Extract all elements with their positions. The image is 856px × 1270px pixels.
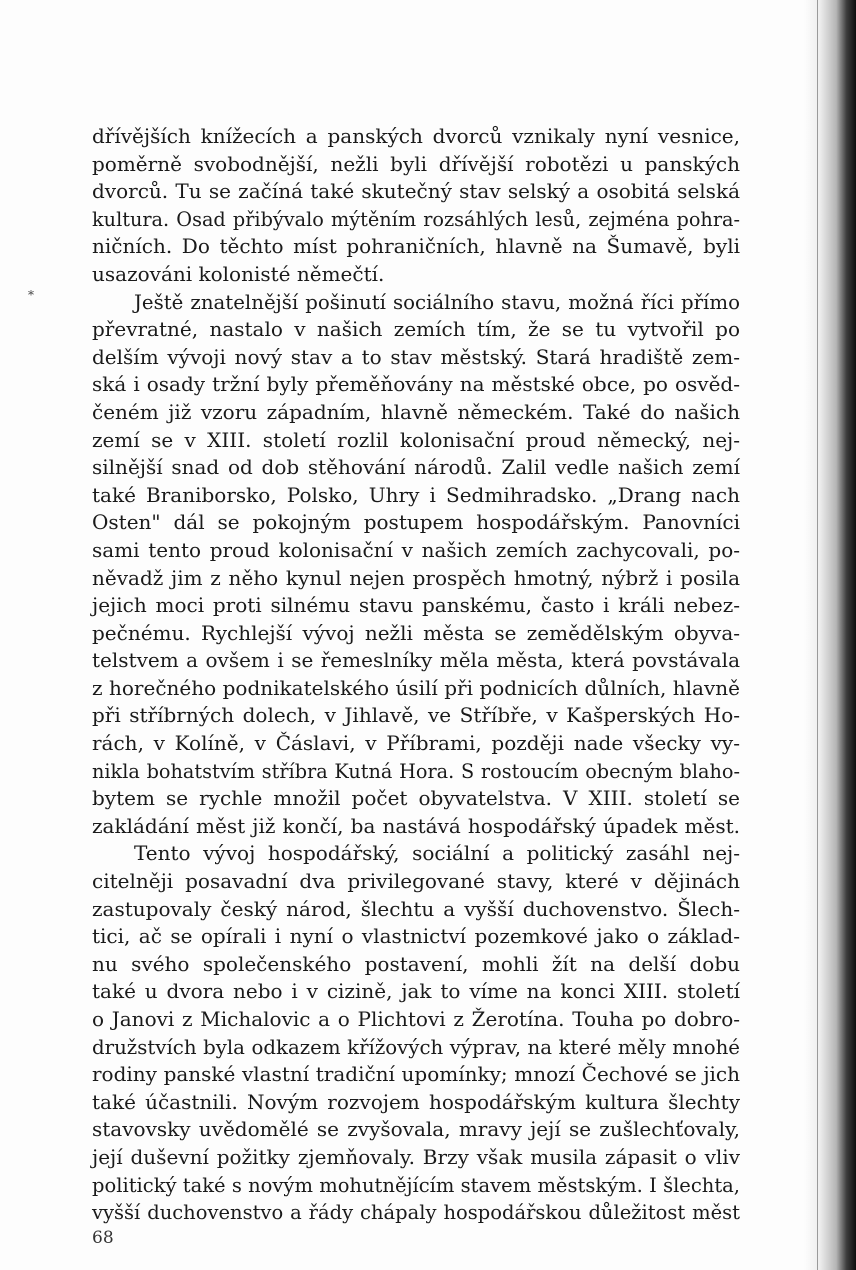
text-line: převratné, nastalo v našich zemích tím, že se tu vytvořil po: [92, 317, 740, 342]
text-line: také účastnili. Novým rozvojem hospodářským kultura šlechty: [92, 1089, 740, 1114]
margin-mark: *: [28, 288, 34, 302]
text-line: politický také s novým mohutnějícím stavem městským. I šlechta,: [92, 1173, 740, 1197]
text-line: kultura. Osad přibývalo mýtěním rozsáhlých lesů, zejména pohra-: [92, 207, 740, 231]
text-line: delším vývoji nový stav a to stav městský. Stará hradiště zem-: [92, 344, 740, 369]
text-line: vyšší duchovenstvo a řády chápaly hospodářskou důležitost měst: [92, 1201, 740, 1225]
text-line: dvorců. Tu se začíná také skutečný stav selský a osobitá selská: [92, 179, 740, 204]
text-line: z horečného podnikatelského úsilí při podnicích důlních, hlavně: [92, 675, 740, 700]
text-line: ská i osady tržní byly přeměňovány na městské obce, po osvěd-: [92, 372, 740, 397]
text-line: o Janovi z Michalovic a o Plichtovi z Žerotína. Touha po dobro-: [92, 1007, 740, 1031]
text-line: usazováni kolonisté němečtí.: [92, 261, 385, 286]
page-binding-shadow: [804, 0, 856, 1270]
text-line: družstvích byla odkazem křížových výprav, na které měly mnohé: [92, 1035, 740, 1059]
text-line: nu svého společenského postavení, mohli žít na delší dobu: [92, 951, 740, 976]
text-line: stavovsky uvědomělé se zvyšovala, mravy její se zušlechťovaly,: [92, 1117, 740, 1142]
text-line: při stříbrných dolech, v Jihlavě, ve Stříbře, v Kašperských Ho-: [92, 703, 740, 728]
paragraph-start-line: Ještě znatelnější pošinutí sociálního stavu, možná říci přímo: [134, 290, 740, 314]
text-line: její duševní požitky zjemňovaly. Brzy však musila zápasit o vliv: [92, 1144, 740, 1169]
text-line: pečnému. Rychlejší vývoj nežli města se zemědělským obyva-: [92, 620, 740, 645]
body-text: [92, 123, 740, 1227]
paragraph-start-line: Tento vývoj hospodářský, sociální a politický zasáhl nej-: [134, 841, 740, 866]
text-line: také u dvora nebo i v cizině, jak to víme na konci XIII. století: [92, 979, 740, 1004]
text-line: bytem se rychle množil počet obyvatelstva. V XIII. století se: [92, 786, 740, 811]
page-edge-line: [817, 0, 818, 1270]
text-line: zemí se v XIII. století rozlil kolonisační proud německý, nej-: [92, 427, 740, 452]
text-line: zakládání měst již končí, ba nastává hospodářský úpadek měst.: [92, 813, 740, 838]
text-line: ničních. Do těchto míst pohraničních, hlavně na Šumavě, byli: [92, 234, 740, 259]
text-line: tici, ač se opírali i nyní o vlastnictví pozemkové jako o základ-: [92, 924, 740, 949]
text-line: poměrně svobodnější, nežli byli dřívější robotězi u panských: [92, 151, 740, 176]
text-line: citelněji posavadní dva privilegované stavy, které v dějinách: [92, 869, 740, 894]
text-line: čeném již vzoru západním, hlavně německém. Také do našich: [92, 399, 740, 424]
text-line: něvadž jim z něho kynul nejen prospěch hmotný, nýbrž i posila: [92, 565, 740, 590]
text-line: silnější snad od dob stěhování národů. Zalil vedle našich zemí: [92, 455, 740, 480]
text-line: nikla bohatstvím stříbra Kutná Hora. S rostoucím obecným blaho-: [92, 759, 740, 783]
text-line: telstvem a ovšem i se řemeslníky měla města, která povstávala: [92, 648, 740, 673]
text-line: Osten" dál se pokojným postupem hospodářským. Panovníci: [92, 510, 740, 535]
text-line: dřívějších knížecích a panských dvorců vznikaly nyní vesnice,: [92, 124, 740, 148]
text-line: sami tento proud kolonisační v našich zemích zachycovali, po-: [92, 537, 740, 562]
text-line: také Braniborsko, Polsko, Uhry i Sedmihradsko. „Drang nach: [92, 482, 740, 507]
text-line: rodiny panské vlastní tradiční upomínky; mnozí Čechové se jich: [92, 1062, 740, 1087]
text-line: zastupovaly český národ, šlechtu a vyšší duchovenstvo. Šlech-: [92, 896, 740, 921]
page-number: 68: [92, 1228, 114, 1248]
text-line: jejich moci proti silnému stavu panskému, často i králi nebez-: [92, 593, 740, 618]
text-line: rách, v Kolíně, v Čáslavi, v Příbrami, později nade všecky vy-: [92, 731, 740, 756]
